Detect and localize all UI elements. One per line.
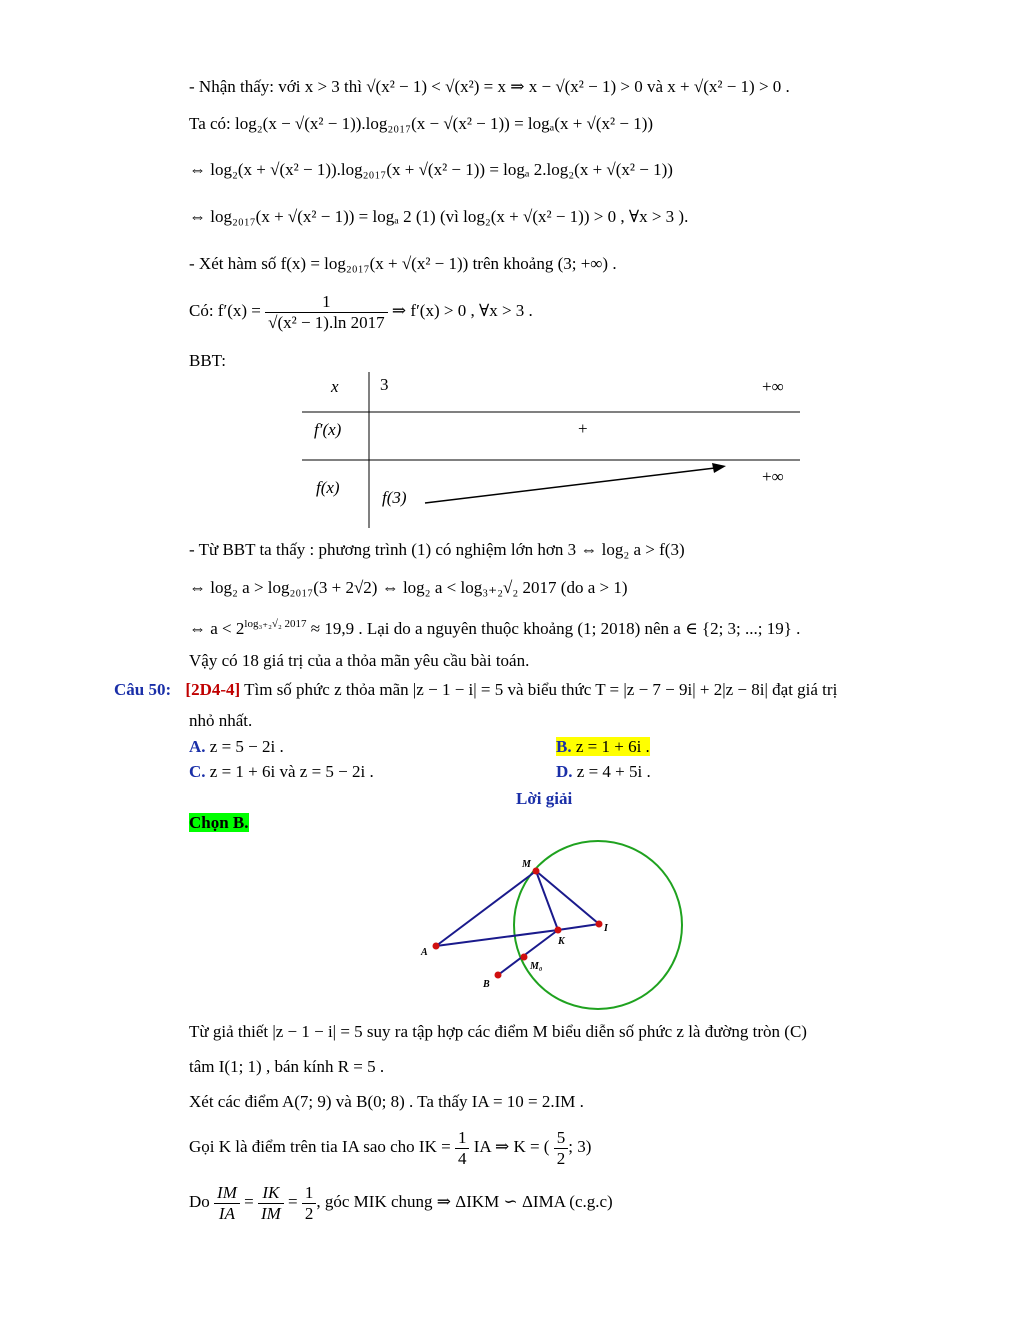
bbt-f-start: f(3) <box>382 488 407 507</box>
text-line-3: ⇔ log₂(x + √(x² − 1)).log₂₀₁₇(x + √(x² − 1)) = logₐ 2.log₂(x + √(x² − 1)) <box>189 160 673 179</box>
label-m: M <box>522 859 531 870</box>
solution-line-4-start: Gọi K là điểm trên tia IA sao cho IK = <box>189 1136 451 1156</box>
bbt-f-label: f(x) <box>316 478 340 497</box>
fraction-one-half-den: 2 <box>304 1203 314 1223</box>
text-line-4: ⇔ log₂₀₁₇(x + √(x² − 1)) = logₐ 2 (1) (vì log₂(x + √(x² − 1)) > 0 , ∀x > 3 ). <box>189 207 689 226</box>
point-k <box>555 927 562 934</box>
option-d-label: D. <box>556 762 573 781</box>
equals-2: = <box>288 1191 298 1211</box>
derivative-denominator: √(x² − 1).ln 2017 <box>268 312 385 332</box>
text-line-10-end: ≈ 19,9 . Lại do a nguyên thuộc khoảng (1; 2018) nên a ∈ {2; 3; ...; 19} . <box>306 619 801 638</box>
point-m <box>533 868 540 875</box>
derivative-rhs: ⇒ f′(x) > 0 , ∀x > 3 . <box>391 300 533 320</box>
text-line-10-start: ⇔ a < 2 <box>189 619 245 638</box>
question-tag: [2D4-4] <box>185 680 241 699</box>
text-line-8: - Từ BBT ta thấy : phương trình (1) có nghiệm lớn hơn 3 ⇔ log₂ a > f(3) <box>189 540 685 559</box>
segment-ki <box>558 924 599 930</box>
fraction-one-half-num: 1 <box>302 1183 317 1204</box>
bbt-x-start: 3 <box>380 375 389 394</box>
fraction-one-quarter <box>455 1128 470 1168</box>
option-c-label: C. <box>189 762 206 781</box>
fraction-five-halves-den: 2 <box>556 1148 566 1168</box>
fraction-ik-im-num: IK <box>258 1183 284 1204</box>
option-c-text: z = 1 + 6i và z = 5 − 2i . <box>205 762 374 781</box>
solution-line-5 <box>189 1183 613 1223</box>
label-b: B <box>483 979 490 990</box>
option-a-text: z = 5 − 2i . <box>205 737 284 756</box>
label-m0: M₀ <box>530 961 543 972</box>
bbt-fprime-sign: + <box>578 419 588 438</box>
fraction-ik-im-den: IM <box>260 1203 281 1223</box>
solution-line-5-start: Do <box>189 1191 210 1211</box>
solution-line-3: Xét các điểm A(7; 9) và B(0; 8) . Ta thấy IA = 10 = 2.IM . <box>189 1092 584 1111</box>
bbt-f-end: +∞ <box>762 467 784 486</box>
label-k: K <box>558 936 565 947</box>
solution-line-4 <box>189 1128 591 1168</box>
fraction-one-half <box>302 1183 317 1223</box>
label-a: A <box>421 947 428 958</box>
solution-line-2: tâm I(1; 1) , bán kính R = 5 . <box>189 1057 385 1076</box>
exponent: log₃₊₂√₂ 2017 <box>244 618 307 630</box>
derivative-lhs: Có: f′(x) = <box>189 300 261 320</box>
point-b <box>495 972 502 979</box>
question-label: Câu 50: <box>114 680 172 699</box>
text-line-11: Vậy có 18 giá trị của a thỏa mãn yêu cầu bài toán. <box>189 651 530 670</box>
point-m0 <box>521 954 528 961</box>
fraction-im-ia-num: IM <box>214 1183 240 1204</box>
text-line-9: ⇔ log₂ a > log₂₀₁₇(3 + 2√2) ⇔ log₂ a < log₃₊₂√₂ 2017 (do a > 1) <box>189 578 628 597</box>
derivative-numerator: 1 <box>265 292 388 313</box>
text-line-1: - Nhận thấy: với x > 3 thì √(x² − 1) < √(x²) = x ⇒ x − √(x² − 1) > 0 và x + √(x² − 1) > 0 . <box>189 77 790 96</box>
fraction-ik-im <box>258 1183 284 1223</box>
fraction-one-quarter-den: 4 <box>457 1148 467 1168</box>
option-a-label: A. <box>189 737 206 756</box>
option-b-label: B. <box>556 737 572 756</box>
text-line-5: - Xét hàm số f(x) = log₂₀₁₇(x + √(x² − 1)) trên khoảng (3; +∞) . <box>189 254 617 273</box>
chosen-answer-text: Chọn B. <box>189 813 249 832</box>
fraction-five-halves-num: 5 <box>554 1128 569 1149</box>
solution-line-4-end: ; 3) <box>568 1136 592 1156</box>
fraction-one-quarter-num: 1 <box>455 1128 470 1149</box>
bbt-fprime-label: f′(x) <box>314 420 342 439</box>
solution-line-1: Từ giả thiết |z − 1 − i| = 5 suy ra tập hợp các điểm M biểu diễn số phức z là đường tròn (C) <box>189 1022 807 1041</box>
option-b-text: z = 1 + 6i . <box>571 737 650 756</box>
option-d-text: z = 4 + 5i . <box>572 762 651 781</box>
bbt-x-label: x <box>331 377 339 396</box>
bbt-label: BBT: <box>189 351 226 370</box>
point-i <box>596 921 603 928</box>
fraction-im-ia <box>214 1183 240 1223</box>
question-text-cont: nhỏ nhất. <box>189 711 253 730</box>
fraction-im-ia-den: IA <box>218 1203 235 1223</box>
label-i: I <box>604 923 608 934</box>
question-text: Tìm số phức z thỏa mãn |z − 1 − i| = 5 và biểu thức T = |z − 7 − 9i| + 2|z − 8i| đạt giá trị <box>240 680 838 699</box>
bbt-x-end: +∞ <box>762 377 784 396</box>
solution-line-5-end: , góc MIK chung ⇒ ΔIKM ∽ ΔIMA (c.g.c) <box>316 1191 613 1211</box>
equals-1: = <box>244 1191 254 1211</box>
solution-title: Lời giải <box>516 789 573 808</box>
fraction-five-halves <box>554 1128 569 1168</box>
solution-line-4-mid: IA ⇒ K = ( <box>473 1136 550 1156</box>
text-line-2: Ta có: log₂(x − √(x² − 1)).log₂₀₁₇(x − √(x² − 1)) = logₐ(x + √(x² − 1)) <box>189 114 654 133</box>
point-a <box>433 943 440 950</box>
